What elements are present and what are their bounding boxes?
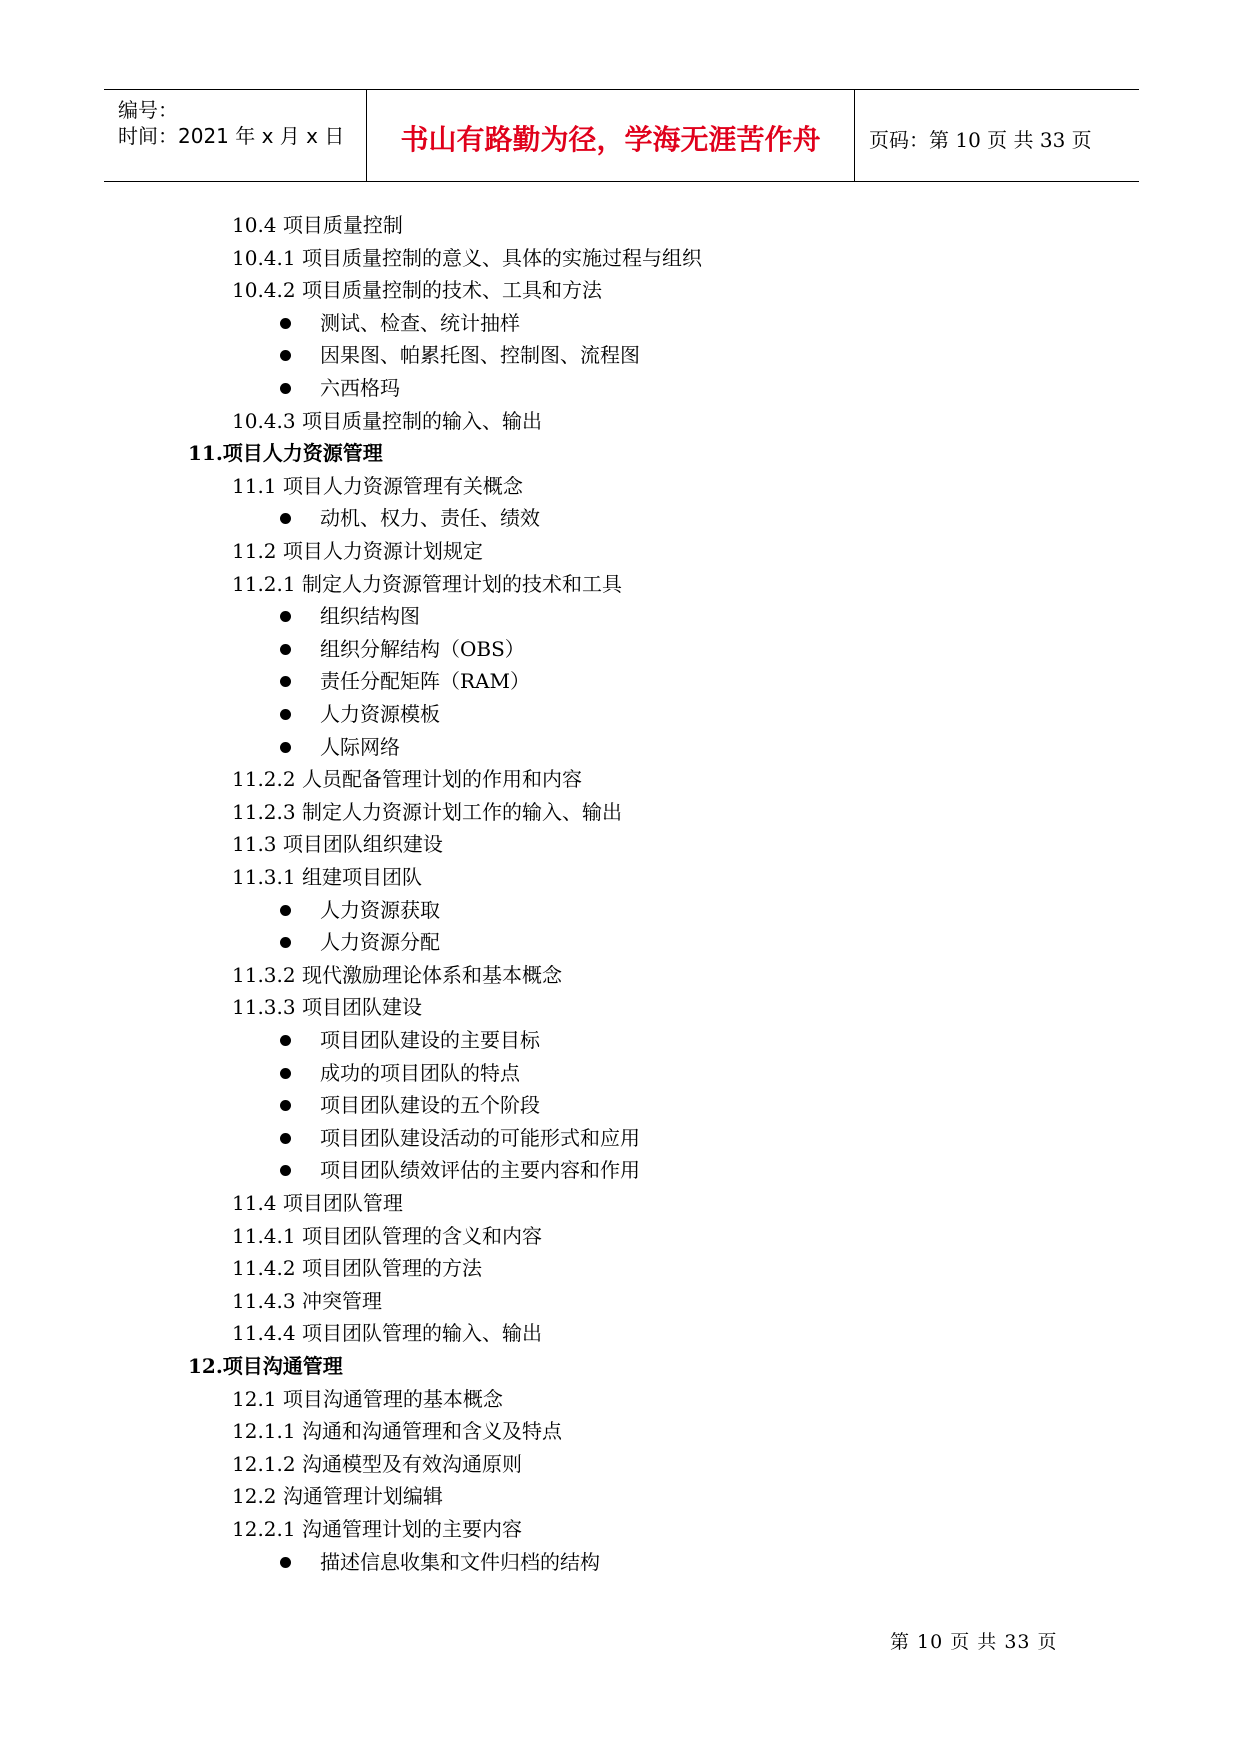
bullet-item: 人际网络 [320,734,400,759]
section-heading: 11.项目人力资源管理 [188,441,383,466]
bullet-icon [280,709,291,720]
outline-item: 11.3 项目团队组织建设 [232,832,443,857]
bullet-item: 动机、权力、责任、绩效 [320,506,540,531]
header-page-info: 页码：第 10 页 共 33 页 [869,128,1092,152]
bullet-item: 因果图、帕累托图、控制图、流程图 [320,343,640,368]
bullet-item: 项目团队绩效评估的主要内容和作用 [320,1158,640,1183]
bullet-item: 组织分解结构（OBS） [320,636,525,661]
bullet-icon [280,1133,291,1144]
outline-item: 11.4.3 冲突管理 [232,1288,382,1313]
bullet-icon [280,1165,291,1176]
bullet-item: 项目团队建设的主要目标 [320,1028,540,1052]
bullet-item: 六西格玛 [320,376,400,400]
bullet-item: 组织结构图 [320,604,420,629]
outline-item: 11.3.3 项目团队建设 [232,995,422,1020]
bullet-icon [280,676,291,687]
bullet-icon [280,1068,291,1079]
bullet-item: 项目团队建设活动的可能形式和应用 [320,1125,640,1150]
outline-item: 12.1.1 沟通和沟通管理和含义及特点 [232,1419,562,1444]
bullet-icon [280,937,291,948]
section-heading: 12.项目沟通管理 [188,1354,343,1378]
outline-item: 12.2 沟通管理计划编辑 [232,1484,443,1509]
bullet-item: 人力资源分配 [320,930,440,955]
outline-item: 11.1 项目人力资源管理有关概念 [232,473,523,498]
date-label: 时间：2021 年 x 月 x 日 [118,124,345,148]
outline-item: 11.4.2 项目团队管理的方法 [232,1256,482,1281]
outline-item: 11.2 项目人力资源计划规定 [232,539,483,563]
outline-item: 11.2.2 人员配备管理计划的作用和内容 [232,767,582,792]
outline-item: 12.1.2 沟通模型及有效沟通原则 [232,1451,522,1476]
outline-item: 12.1 项目沟通管理的基本概念 [232,1386,503,1411]
outline-item: 11.2.3 制定人力资源计划工作的输入、输出 [232,799,622,824]
outline-item: 11.4.4 项目团队管理的输入、输出 [232,1321,542,1346]
bullet-icon [280,611,291,622]
serial-number-label: 编号： [118,98,178,122]
bullet-item: 描述信息收集和文件归档的结构 [320,1549,600,1574]
outline-item: 12.2.1 沟通管理计划的主要内容 [232,1517,522,1541]
bullet-icon [280,742,291,753]
motto-text: 书山有路勤为径，学海无涯苦作舟 [400,123,821,156]
bullet-item: 人力资源模板 [320,702,440,726]
outline-item: 10.4.1 项目质量控制的意义、具体的实施过程与组织 [232,245,702,270]
outline-item: 10.4 项目质量控制 [232,213,403,237]
outline-item: 11.2.1 制定人力资源管理计划的技术和工具 [232,571,622,596]
outline-item: 10.4.3 项目质量控制的输入、输出 [232,408,542,433]
bullet-item: 测试、检查、统计抽样 [320,310,520,335]
bullet-icon [280,644,291,655]
bullet-item: 项目团队建设的五个阶段 [320,1093,540,1118]
outline-item: 10.4.2 项目质量控制的技术、工具和方法 [232,278,602,303]
outline-item: 11.3.2 现代激励理论体系和基本概念 [232,962,562,987]
bullet-item: 成功的项目团队的特点 [320,1060,520,1085]
bullet-item: 人力资源获取 [320,897,440,922]
bullet-icon [280,1557,291,1568]
bullet-icon [280,1100,291,1111]
page-footer: 第 10 页 共 33 页 [890,1631,1058,1653]
bullet-icon [280,350,291,361]
outline-item: 11.4 项目团队管理 [232,1191,403,1215]
bullet-icon [280,905,291,916]
outline-item: 11.3.1 组建项目团队 [232,865,422,889]
bullet-icon [280,383,291,394]
outline-item: 11.4.1 项目团队管理的含义和内容 [232,1223,542,1248]
bullet-icon [280,1035,291,1046]
bullet-icon [280,513,291,524]
bullet-item: 责任分配矩阵（RAM） [320,669,530,694]
bullet-icon [280,318,291,329]
